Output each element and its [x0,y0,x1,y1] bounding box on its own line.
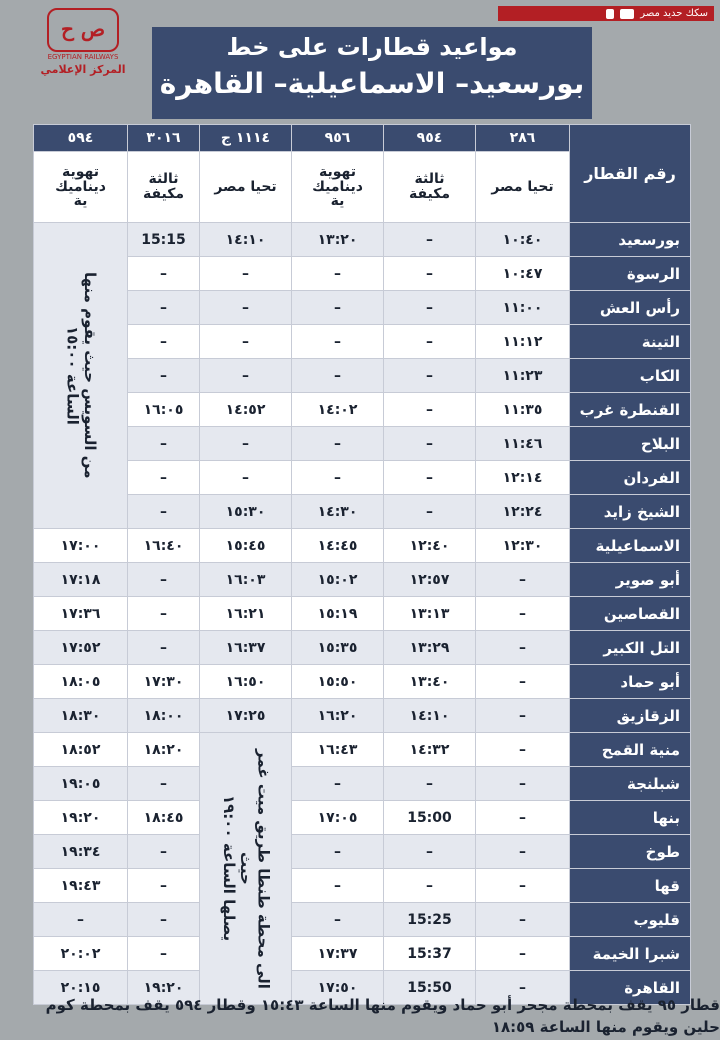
time-cell: – [292,461,384,495]
time-cell: 15:37 [384,937,476,971]
station-name: القصاصين [570,597,691,631]
time-cell: ١٥:١٩ [292,597,384,631]
time-cell: – [384,325,476,359]
time-cell: – [384,291,476,325]
time-cell: ١٥:٣٠ [200,495,292,529]
table-row [34,937,691,971]
table-row [34,699,691,733]
time-cell: – [200,359,292,393]
station-name: قليوب [570,903,691,937]
time-cell: – [292,325,384,359]
time-cell: – [292,427,384,461]
time-cell: ١٣:٢٩ [384,631,476,665]
time-cell: ١١:٤٦ [476,427,570,461]
time-cell: ١٦:٢١ [200,597,292,631]
table-row [34,393,691,427]
table-row [34,461,691,495]
time-cell: ١٩:٤٣ [34,869,128,903]
time-cell: ١٣:٢٠ [292,223,384,257]
time-cell: ١٧:٣٠ [128,665,200,699]
time-cell: ١٤:٥٢ [200,393,292,427]
time-cell: – [384,223,476,257]
table-row [34,869,691,903]
time-cell: ١٧:٣٧ [292,937,384,971]
station-name: الرسوة [570,257,691,291]
table-row [34,529,691,563]
train-type: ثالثة مكيفة [128,152,200,223]
train-type: تهوية ديناميك ية [34,152,128,223]
train-number: ٢٨٦ [476,125,570,152]
time-cell: – [128,835,200,869]
time-cell: ١٧:٥٢ [34,631,128,665]
time-cell: – [200,427,292,461]
time-cell: ١١:١٢ [476,325,570,359]
station-name: البلاح [570,427,691,461]
time-cell: ١٢:٢٤ [476,495,570,529]
time-cell: ١٧:٣٦ [34,597,128,631]
time-cell: ١٥:٣٥ [292,631,384,665]
time-cell: – [200,325,292,359]
time-cell: – [476,699,570,733]
time-cell: ١٢:٥٧ [384,563,476,597]
time-cell: ١٤:١٠ [200,223,292,257]
time-cell: 15:00 [384,801,476,835]
time-cell: ١٤:٣٠ [292,495,384,529]
timetable [33,124,691,1005]
time-cell: – [384,767,476,801]
youtube-icon[interactable] [620,9,634,19]
time-cell: ١٦:٢٠ [292,699,384,733]
time-cell: – [384,257,476,291]
time-cell: – [292,903,384,937]
logo-subtitle: EGYPTIAN RAILWAYS [47,53,119,61]
time-cell: – [128,427,200,461]
time-cell: ١٧:٠٠ [34,529,128,563]
time-cell: – [476,869,570,903]
time-cell: – [34,903,128,937]
station-name: الاسماعيلية [570,529,691,563]
table-row [34,597,691,631]
time-cell: – [384,359,476,393]
time-cell: – [292,257,384,291]
table-row [34,801,691,835]
logo-label: المركز الإعلامي [40,63,126,76]
time-cell: – [384,393,476,427]
station-name: أبو حماد [570,665,691,699]
time-cell: ١٨:٠٠ [128,699,200,733]
table-row [34,325,691,359]
time-cell: ١٥:٥٠ [292,665,384,699]
train-type: تهوية ديناميك ية [292,152,384,223]
time-cell: – [128,937,200,971]
time-cell: ١٩:٣٤ [34,835,128,869]
time-cell: – [128,291,200,325]
time-cell: ١٦:٠٥ [128,393,200,427]
station-name: شبرا الخيمة [570,937,691,971]
time-cell: ١٩:٠٥ [34,767,128,801]
time-cell: – [384,835,476,869]
time-cell: ١٢:٤٠ [384,529,476,563]
site-bar [498,6,714,21]
station-name: التل الكبير [570,631,691,665]
page-title [152,27,592,119]
time-cell: – [200,291,292,325]
time-cell: ١٩:٢٠ [34,801,128,835]
station-name: أبو صوير [570,563,691,597]
time-cell: ١٧:٠٥ [292,801,384,835]
time-cell: – [128,495,200,529]
time-cell: – [476,767,570,801]
origin-note-text: من السويس حيث يقوم منها الساعة ١٥:٠٠ [63,272,99,479]
time-cell: – [128,461,200,495]
station-name: رأس العش [570,291,691,325]
time-cell: – [292,869,384,903]
destination-note-text: الى محطة طنطا طريق ميت غمر حيث يصلها الساعة ١٩:٠٠ [219,748,273,989]
time-cell: – [476,631,570,665]
time-cell: – [128,359,200,393]
time-cell: ١٨:٤٥ [128,801,200,835]
title-line-1: مواعيد قطارات على خط [226,33,518,61]
time-cell: – [128,903,200,937]
logo [40,8,126,74]
train-type: ثالثة مكيفة [384,152,476,223]
station-name: القنطرة غرب [570,393,691,427]
train-number: ٩٥٦ [292,125,384,152]
time-cell: ١١:٢٣ [476,359,570,393]
time-cell: – [128,767,200,801]
train-number: ٩٥٤ [384,125,476,152]
time-cell: – [476,597,570,631]
time-cell: 15:15 [128,223,200,257]
table-row [34,223,691,257]
station-name: بنها [570,801,691,835]
time-cell: ١٤:٠٢ [292,393,384,427]
time-cell: ١٤:١٠ [384,699,476,733]
time-cell: – [384,461,476,495]
time-cell: – [476,971,570,1005]
station-name: الكاب [570,359,691,393]
time-cell: ١٧:٥٠ [292,971,384,1005]
time-cell: ١٣:١٣ [384,597,476,631]
train-number-row [34,125,691,152]
destination-note [200,733,292,1005]
time-cell: – [384,427,476,461]
table-row [34,835,691,869]
time-cell: ١١:٠٠ [476,291,570,325]
station-name: الفردان [570,461,691,495]
station-name: قها [570,869,691,903]
time-cell: – [476,563,570,597]
time-cell: – [292,835,384,869]
time-cell: ١٦:٣٧ [200,631,292,665]
time-cell: ١٨:٠٥ [34,665,128,699]
station-name: القاهرة [570,971,691,1005]
header-label-cell: رقم القطار [570,125,691,223]
time-cell: ٢٠:٠٢ [34,937,128,971]
time-cell: ١٦:٠٣ [200,563,292,597]
time-cell: – [128,631,200,665]
origin-note [34,223,128,529]
time-cell: ١٧:١٨ [34,563,128,597]
facebook-icon[interactable] [606,9,614,19]
table-row [34,359,691,393]
time-cell: ١٦:٤٠ [128,529,200,563]
time-cell: – [128,325,200,359]
time-cell: – [128,597,200,631]
table-row [34,903,691,937]
footnote: قطار ٩٥ يقف بمحطة مجحر أبو حماد ويقوم منها الساعة ١٥:٤٣ وقطار ٥٩٤ يقف بمحطة كوم حلين ويقوم منها الساعة ١٨:٥٩ [45,996,720,1036]
time-cell: ١٥:٤٥ [200,529,292,563]
time-cell: – [476,903,570,937]
time-cell: – [128,869,200,903]
time-cell: ١١:٣٥ [476,393,570,427]
table-row [34,427,691,461]
time-cell: 15:25 [384,903,476,937]
station-name: بورسعيد [570,223,691,257]
time-cell: – [476,801,570,835]
time-cell: ١٢:١٤ [476,461,570,495]
title-line-2: بورسعيد– الاسماعيلية– القاهرة [159,67,585,100]
time-cell: ١٨:٢٠ [128,733,200,767]
time-cell: ١٤:٤٥ [292,529,384,563]
time-cell: ١٨:٣٠ [34,699,128,733]
time-cell: – [292,767,384,801]
time-cell: ٢٠:١٥ [34,971,128,1005]
time-cell: ١٦:٥٠ [200,665,292,699]
time-cell: – [476,733,570,767]
table-row [34,291,691,325]
time-cell: ١٧:٢٥ [200,699,292,733]
train-number: ٥٩٤ [34,125,128,152]
train-number: ٣٠١٦ [128,125,200,152]
time-cell: ١٣:٤٠ [384,665,476,699]
time-cell: – [476,835,570,869]
table-row [34,733,691,767]
table-row [34,563,691,597]
train-type: تحيا مصر [476,152,570,223]
time-cell: – [128,257,200,291]
train-number: ١١١٤ ج [200,125,292,152]
time-cell: – [292,359,384,393]
station-name: الزقازيق [570,699,691,733]
time-cell: – [200,257,292,291]
time-cell: – [384,869,476,903]
time-cell: – [476,937,570,971]
time-cell: ١٢:٣٠ [476,529,570,563]
time-cell: – [476,665,570,699]
table-row [34,257,691,291]
time-cell: ١٨:٥٢ [34,733,128,767]
time-cell: ١٠:٤٧ [476,257,570,291]
station-name: التينة [570,325,691,359]
train-type: تحيا مصر [200,152,292,223]
logo-mark: ص ح [47,8,119,52]
station-name: شبلنجة [570,767,691,801]
site-name: سكك حديد مصر [640,8,708,19]
table-row [34,631,691,665]
station-name: الشيخ زايد [570,495,691,529]
station-name: منية القمح [570,733,691,767]
time-cell: ١٥:٠٢ [292,563,384,597]
table-row [34,665,691,699]
table-row [34,767,691,801]
table-row [34,495,691,529]
time-cell: ١٩:٢٠ [128,971,200,1005]
time-cell: – [128,563,200,597]
time-cell: – [292,291,384,325]
station-name: طوخ [570,835,691,869]
time-cell: ١٦:٤٣ [292,733,384,767]
time-cell: ١٤:٣٢ [384,733,476,767]
time-cell: – [384,495,476,529]
time-cell: 15:50 [384,971,476,1005]
time-cell: – [200,461,292,495]
time-cell: ١٠:٤٠ [476,223,570,257]
